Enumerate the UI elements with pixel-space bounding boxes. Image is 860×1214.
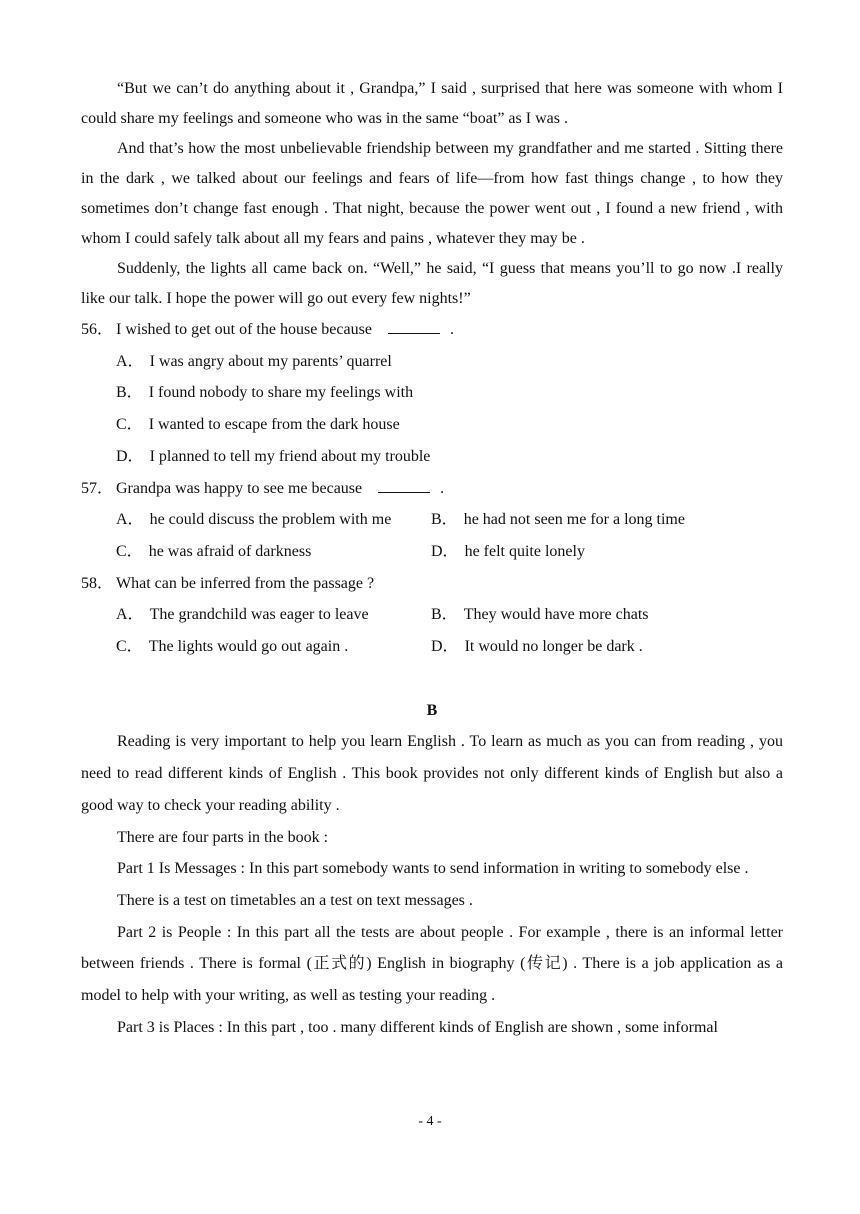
option-d[interactable]: D． It would no longer be dark . (431, 638, 643, 656)
question-58 (81, 568, 783, 663)
option-a[interactable]: A． he could discuss the problem with me (116, 511, 392, 529)
option-b[interactable]: B． I found nobody to share my feelings with (116, 384, 414, 402)
passage-b-paragraph: Part 3 is Places : In this part , too . many different kinds of English are shown , some informal (117, 1018, 718, 1036)
passage-b-paragraph: Reading is very important to help you learn English . To learn as much as you can from reading , you need to read different kinds of English . This book provides not only different kinds of English but also a good way to check your reading ability . (81, 733, 783, 814)
passage-b-paragraph: There are four parts in the book : (117, 828, 329, 846)
answer-blank[interactable] (388, 318, 440, 334)
passage-a (81, 74, 783, 314)
option-row (81, 441, 783, 473)
option-row (81, 631, 783, 663)
passage-b-paragraph: Part 2 is People : In this part all the tests are about people . For example , there is an informal letter between friends . There is formal (正式的) English in biography (传记) . There is a job application as a model to help with your writing, as well as testing your reading . (81, 923, 783, 1005)
option-c[interactable]: C． he was afraid of darkness (116, 542, 312, 560)
document-page (81, 74, 783, 1043)
passage-a-paragraph: “But we can’t do anything about it , Grandpa,” I said , surprised that here was someone with whom I could share my feelings and someone who was in the same “boat” as I was . (81, 80, 783, 127)
question-stem: I wished to get out of the house because . (116, 314, 454, 346)
option-row (81, 504, 783, 536)
option-row (81, 377, 783, 409)
question-stem: What can be inferred from the passage ? (116, 574, 375, 592)
option-row (81, 409, 783, 441)
passage-b-paragraph: There is a test on timetables an a test on text messages . (117, 891, 473, 909)
option-a[interactable]: A． I was angry about my parents’ quarrel (116, 352, 392, 370)
option-d[interactable]: D． he felt quite lonely (431, 542, 585, 560)
option-d[interactable]: D． I planned to tell my friend about my trouble (116, 447, 431, 465)
question-57 (81, 473, 783, 568)
option-b[interactable]: B． he had not seen me for a long time (431, 511, 685, 529)
option-b[interactable]: B． They would have more chats (431, 606, 649, 624)
option-c[interactable]: C． The lights would go out again . (116, 638, 349, 656)
section-b-heading: B (426, 701, 438, 719)
question-56 (81, 314, 783, 473)
passage-b (81, 726, 783, 1043)
page-number: - 4 - (418, 1114, 442, 1129)
option-row (81, 346, 783, 378)
option-row (81, 599, 783, 631)
option-a[interactable]: A． The grandchild was eager to leave (116, 606, 369, 624)
passage-b-paragraph: Part 1 Is Messages : In this part somebody wants to send information in writing to somebody else . (117, 860, 749, 878)
question-stem: Grandpa was happy to see me because . (116, 473, 444, 505)
answer-blank[interactable] (378, 477, 430, 493)
option-row (81, 536, 783, 568)
question-number: 56． (81, 321, 114, 338)
option-c[interactable]: C． I wanted to escape from the dark house (116, 416, 400, 434)
question-number: 57． (81, 479, 114, 497)
passage-a-paragraph: Suddenly, the lights all came back on. “Well,” he said, “I guess that means you’ll to go now .I really like our talk. I hope the power will go out every few nights!” (81, 260, 783, 307)
question-number: 58． (81, 574, 114, 592)
passage-a-paragraph: And that’s how the most unbelievable friendship between my grandfather and me started . Sitting there in the dark , we talked about our feelings and fears of life—from how fast things change , to how they sometimes don’t change fast enough . That night, because the power went out , I found a new friend , with whom I could safely talk about all my fears and pains , whatever they may be . (81, 140, 783, 247)
